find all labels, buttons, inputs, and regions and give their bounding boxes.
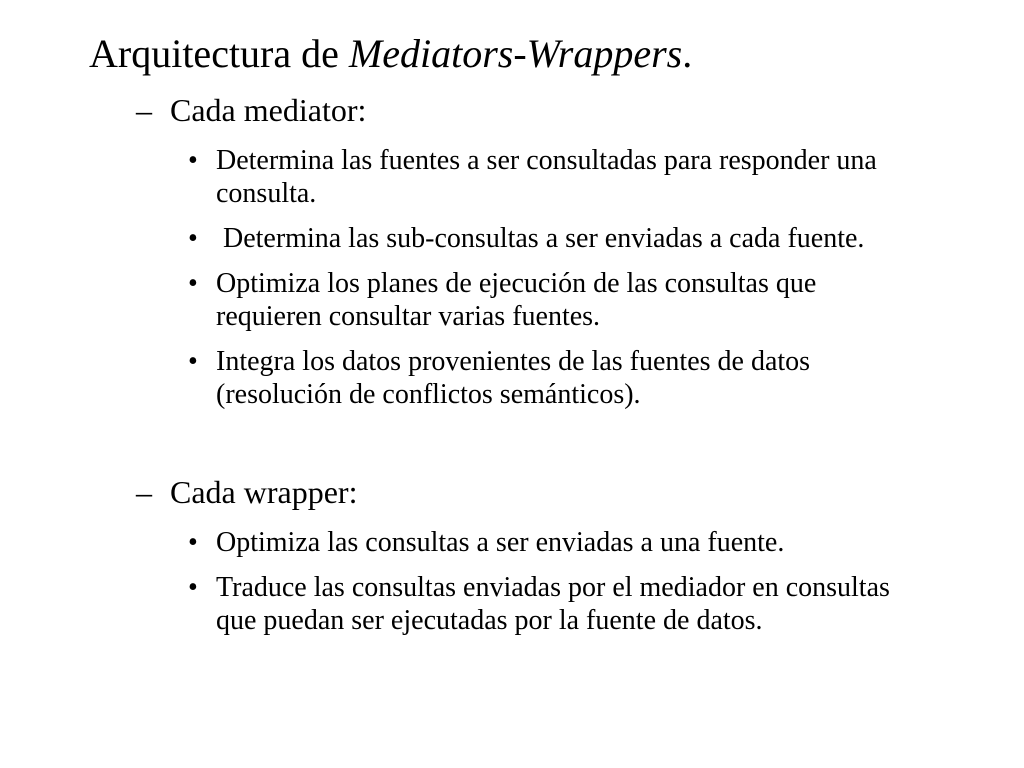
bullet-icon: • [188, 145, 198, 176]
list-item-text: Determina las sub-consultas a ser enviadas a cada fuente. [216, 223, 865, 254]
list-item-text: Traduce las consultas enviadas por el mediador en consultas que puedan ser ejecutadas por la fuente de datos. [216, 572, 890, 636]
section-wrapper [136, 472, 986, 637]
section-heading-text: Cada wrapper: [170, 474, 358, 510]
dash-marker: – [136, 474, 152, 510]
list-item [136, 526, 916, 559]
list-item [136, 144, 916, 210]
bullet-icon: • [188, 268, 198, 299]
list-item [136, 267, 916, 333]
bullet-list [136, 526, 986, 637]
bullet-icon: • [188, 346, 198, 377]
section-mediator [136, 90, 986, 411]
list-item-text: Optimiza las consultas a ser enviadas a una fuente. [216, 527, 785, 558]
list-item [136, 222, 916, 255]
section-heading [136, 472, 986, 512]
section-heading-text: Cada mediator: [170, 92, 367, 128]
title-suffix: . [682, 31, 693, 76]
list-item-text: Integra los datos provenientes de las fuentes de datos (resolución de conflictos semánticos). [216, 346, 811, 410]
bullet-list [136, 144, 986, 411]
dash-marker: – [136, 92, 152, 128]
list-item-text: Determina las fuentes a ser consultadas para responder una consulta. [216, 145, 877, 209]
list-item [136, 571, 916, 637]
list-item [136, 345, 916, 411]
bullet-icon: • [188, 527, 198, 558]
title-emphasis: Mediators-Wrappers [348, 31, 683, 76]
bullet-icon: • [188, 572, 198, 603]
bullet-icon: • [188, 223, 198, 254]
section-heading [136, 90, 986, 130]
list-item-text: Optimiza los planes de ejecución de las consultas que requieren consultar varias fuentes. [216, 268, 817, 332]
title-prefix: Arquitectura de [89, 31, 349, 76]
slide-title [89, 28, 692, 80]
